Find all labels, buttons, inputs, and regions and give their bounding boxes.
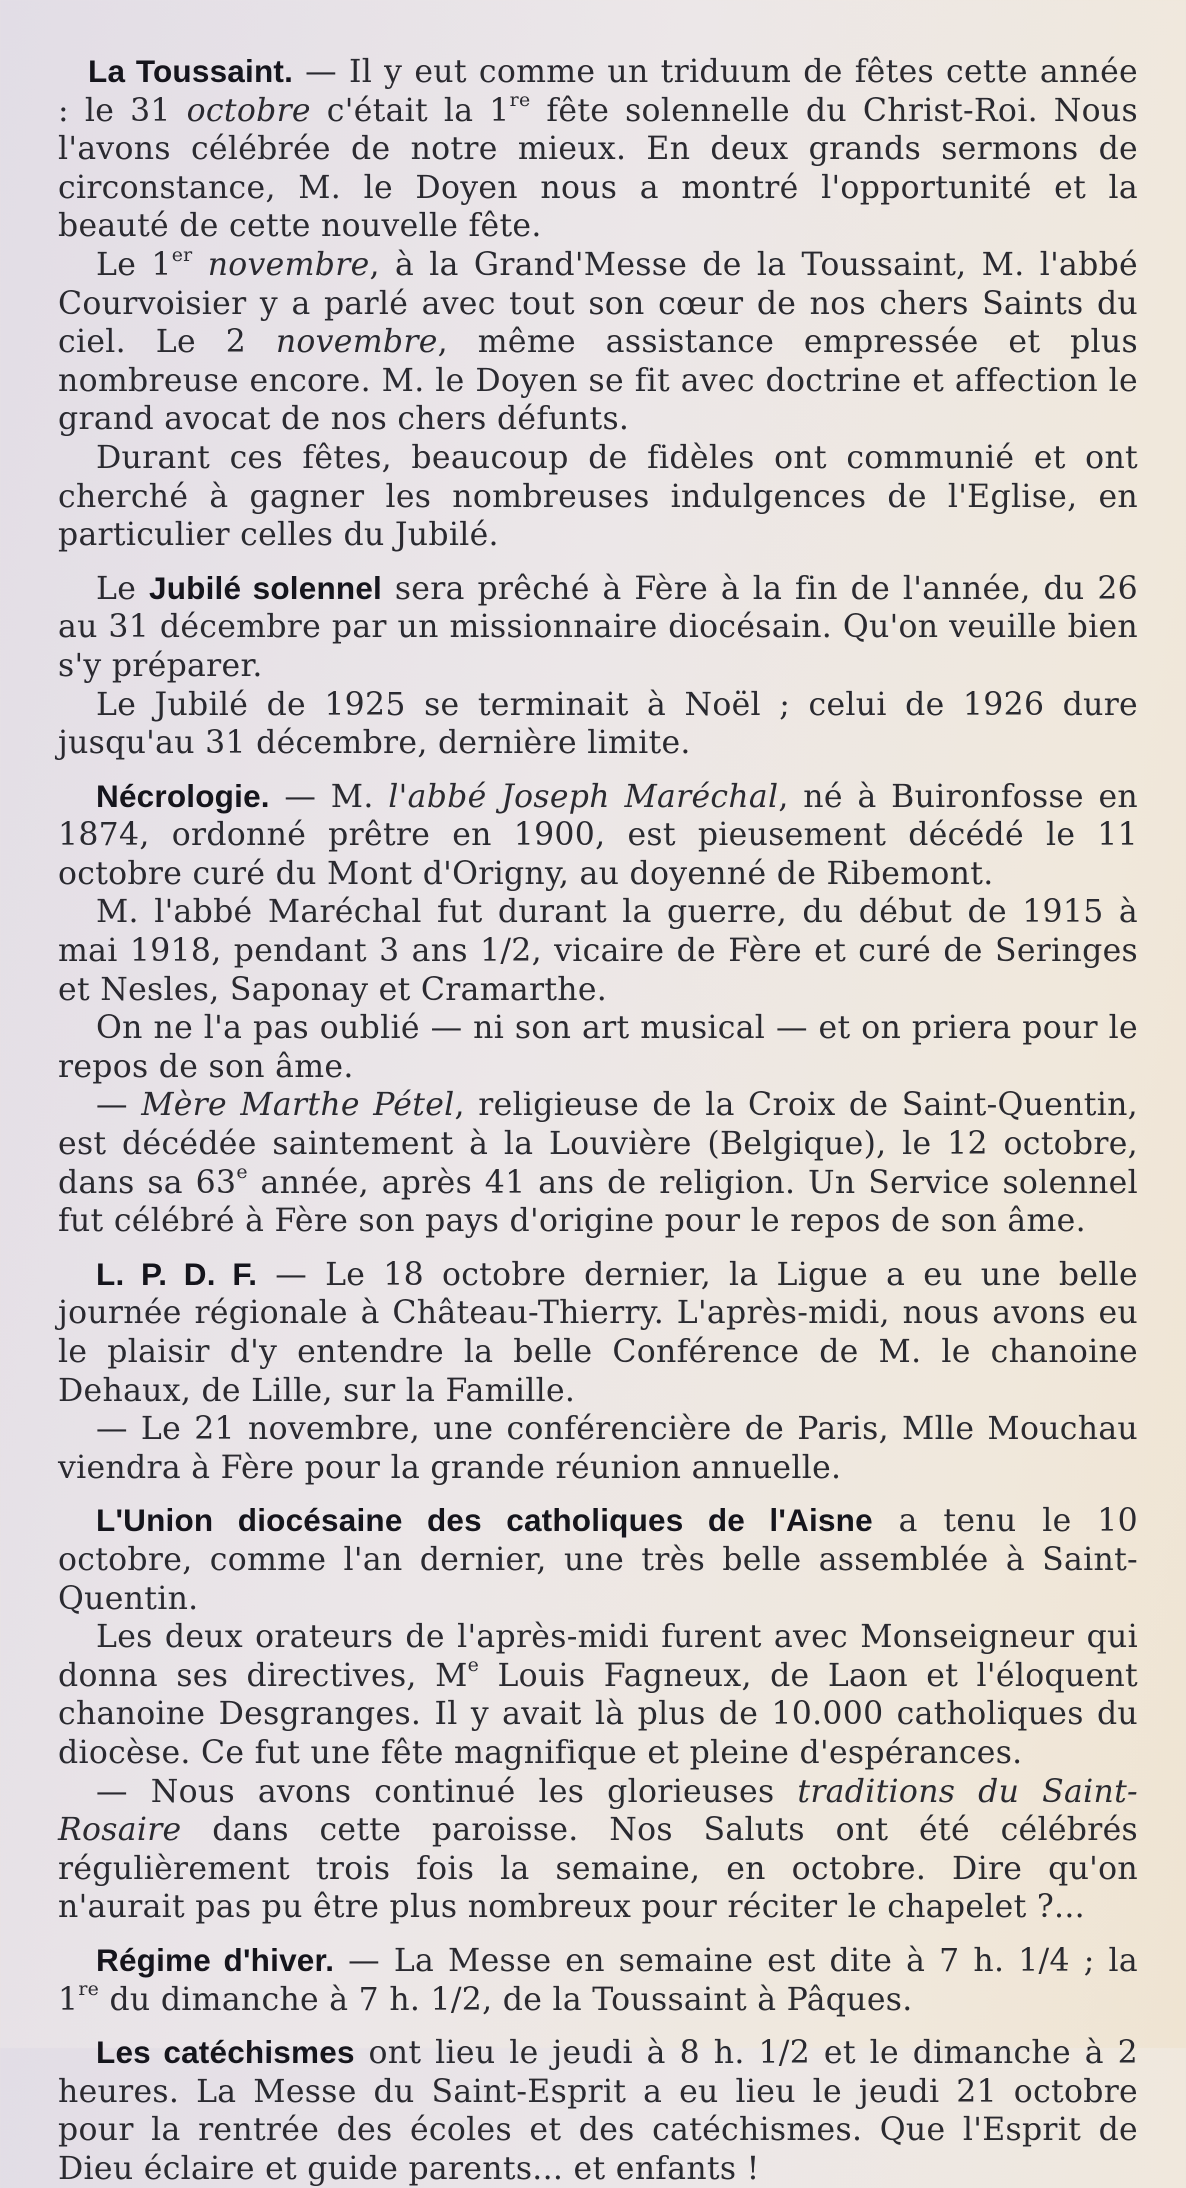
section-heading: Nécrologie. [96, 777, 270, 814]
section-heading: Jubilé solennel [148, 569, 383, 606]
section-heading: La Toussaint. [88, 53, 294, 89]
section-catechismes [58, 2033, 1138, 2188]
section-regime-hiver [58, 1941, 1138, 2019]
paragraph: Le Jubilé de 1925 se terminait à Noël ; celui de 1926 dure jusqu'au 31 décembre, dernière limite. [58, 686, 1138, 762]
section-necrologie [58, 777, 1138, 1241]
section-heading: L. P. D. F. [96, 1255, 258, 1292]
paragraph: Les deux orateurs de l'après-midi furent avec Monseigneur qui donna ses directives, Me Louis Fagneux, de Laon et l'éloquent chanoine Desgranges. Il y avait là plus de 10.000 catholiques du diocèse. Ce fut une fête magnifique et pleine d'espérances. [58, 1619, 1138, 1771]
paragraph: Durant ces fêtes, beaucoup de fidèles ont communié et ont cherché à gagner les nombreuses indulgences de l'Eglise, en particulier celles du Jubilé. [58, 439, 1138, 554]
paragraph: L. P. D. F. — Le 18 octobre dernier, la Ligue a eu une belle journée régionale à Château-Thierry. L'après-midi, nous avons eu le plaisir d'y entendre la belle Conférence de M. le chanoine Dehaux, de Lille, sur la Famille. [58, 1255, 1138, 1409]
paragraph: Le Jubilé solennel sera prêché à Fère à la fin de l'année, du 26 au 31 décembre par un missionnaire diocésain. Qu'on veuille bien s'y préparer. [58, 569, 1138, 684]
paragraph: Régime d'hiver. — La Messe en semaine est dite à 7 h. 1/4 ; la 1re du dimanche à 7 h. 1/2, de la Toussaint à Pâques. [58, 1941, 1139, 2018]
section-toussaint [58, 52, 1138, 555]
paragraph: M. l'abbé Maréchal fut durant la guerre, du début de 1915 à mai 1918, pendant 3 ans 1/2, vicaire de Fère et curé de Seringes et Nesles, Saponay et Cramarthe. [58, 894, 1138, 1008]
section-heading: Régime d'hiver. [96, 1941, 335, 1978]
section-heading: Les catéchismes [96, 2034, 355, 2071]
bulletin-page [58, 52, 1138, 2188]
section-heading: L'Union diocésaine des catholiques de l'Aisne [96, 1502, 873, 1539]
paragraph: Les catéchismes ont lieu le jeudi à 8 h. 1/2 et le dimanche à 2 heures. La Messe du Saint-Esprit a eu lieu le jeudi 21 octobre pour la rentrée des écoles et des catéchismes. Que l'Esprit de Dieu éclaire et guide parents... et enfants ! [58, 2034, 1138, 2187]
paragraph: — Le 21 novembre, une conférencière de Paris, Mlle Mouchau viendra à Fère pour la grande réunion annuelle. [58, 1411, 1138, 1486]
paragraph: L'Union diocésaine des catholiques de l'Aisne a tenu le 10 octobre, comme l'an dernier, une très belle assemblée à Saint-Quentin. [58, 1502, 1138, 1617]
section-union-diocesaine [58, 1501, 1138, 1927]
section-jubile [58, 569, 1138, 763]
paragraph: La Toussaint. — Il y eut comme un triduum de fêtes cette année : le 31 octobre c'était la 1re fête solennelle du Christ-Roi. Nous l'avons célébrée de notre mieux. En deux grands sermons de circonstance, M. le Doyen nous a montré l'opportunité et la beauté de cette nouvelle fête. [58, 53, 1138, 245]
section-lpdf [58, 1255, 1138, 1488]
paragraph: — Nous avons continué les glorieuses traditions du Saint-Rosaire dans cette paroisse. Nos Saluts ont été célébrés régulièrement trois fois la semaine, en octobre. Dire qu'on n'aurait pas pu être plus nombreux pour réciter le chapelet ?... [58, 1773, 1138, 1926]
paragraph: — Mère Marthe Pétel, religieuse de la Croix de Saint-Quentin, est décédée saintement à la Louvière (Belgique), le 12 octobre, dans sa 63e année, après 41 ans de religion. Un Service solennel fut célébré à Fère son pays d'origine pour le repos de son âme. [58, 1087, 1138, 1240]
paragraph: Nécrologie. — M. l'abbé Joseph Maréchal, né à Buironfosse en 1874, ordonné prêtre en 1900, est pieusement décédé le 11 octobre curé du Mont d'Origny, au doyenné de Ribemont. [58, 777, 1139, 892]
paragraph: Le 1er novembre, à la Grand'Messe de la Toussaint, M. l'abbé Courvoisier y a parlé avec tout son cœur de nos chers Saints du ciel. Le 2 novembre, même assistance empressée et plus nombreuse encore. M. le Doyen se fit avec doctrine et affection le grand avocat de nos chers défunts. [58, 243, 1138, 438]
paragraph: On ne l'a pas oublié — ni son art musical — et on priera pour le repos de son âme. [58, 1010, 1138, 1085]
